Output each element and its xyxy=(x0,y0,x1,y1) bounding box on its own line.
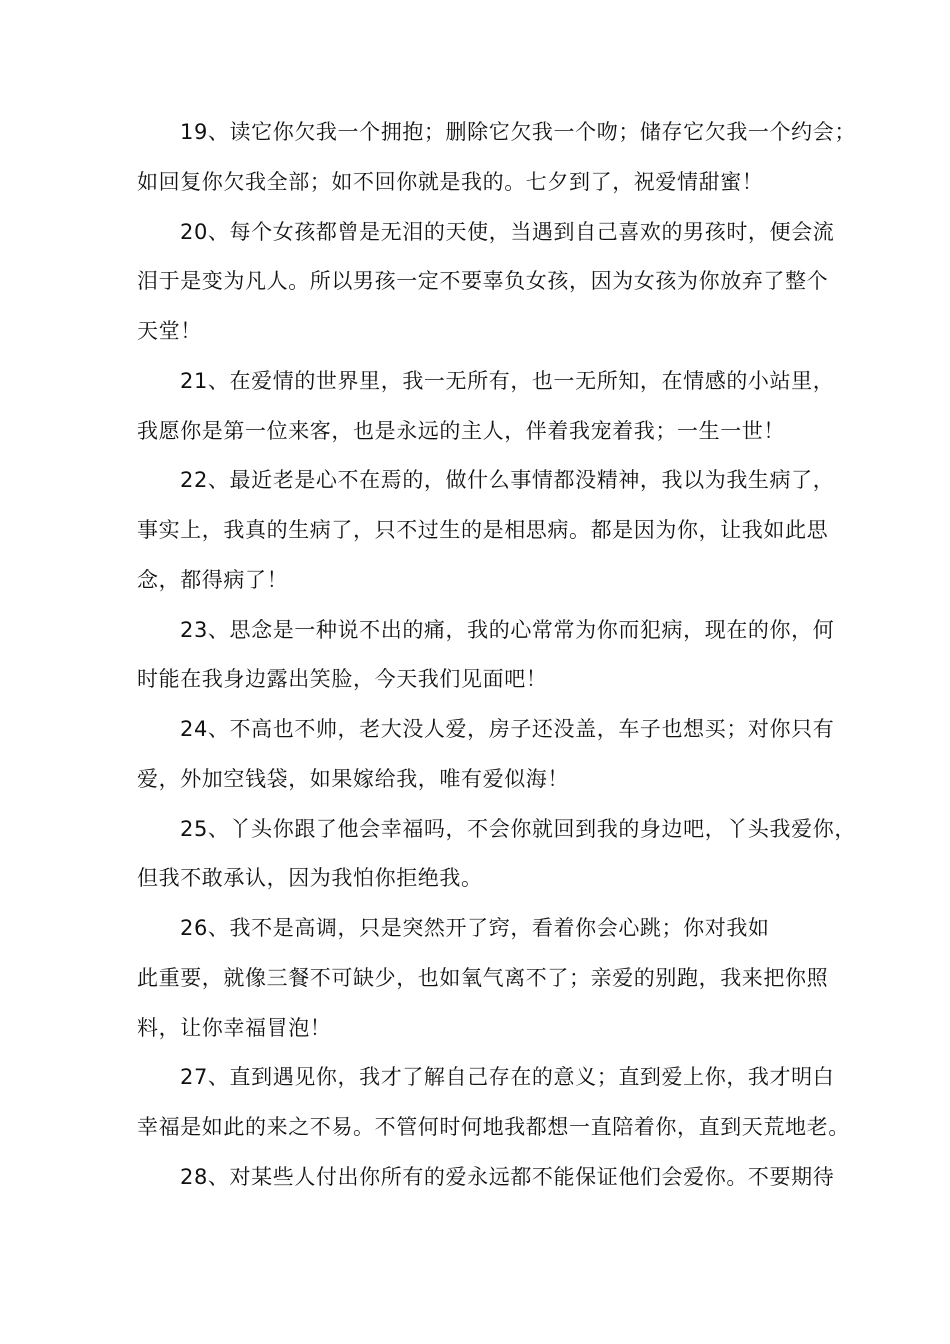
text-line: 我愿你是第一位来客，也是永远的主人，伴着我宠着我；一生一世！ xyxy=(137,419,785,443)
text-line: 但我不敢承认，因为我怕你拒绝我。 xyxy=(137,866,483,890)
text-line: 天堂！ xyxy=(137,319,202,343)
text-line: 时能在我身边露出笑脸，今天我们见面吧！ xyxy=(137,667,548,691)
text-line: 27、直到遇见你，我才了解自己存在的意义；直到爱上你，我才明白 xyxy=(180,1065,835,1089)
text-line: 念，都得病了！ xyxy=(137,568,289,592)
text-line: 21、在爱情的世界里，我一无所有，也一无所知，在情感的小站里， xyxy=(180,369,835,393)
text-line: 如回复你欠我全部；如不回你就是我的。七夕到了，祝爱情甜蜜！ xyxy=(137,170,764,194)
text-line: 爱，外加空钱袋，如果嫁给我，唯有爱似海！ xyxy=(137,767,569,791)
text-line: 25、丫头你跟了他会幸福吗，不会你就回到我的身边吧，丫头我爱你， xyxy=(180,817,856,841)
text-line: 幸福是如此的来之不易。不管何时何地我都想一直陪着你，直到天荒地老。 xyxy=(137,1115,850,1139)
text-line: 24、不高也不帅，老大没人爱，房子还没盖，车子也想买；对你只有 xyxy=(180,717,835,741)
text-line: 事实上，我真的生病了，只不过生的是相思病。都是因为你，让我如此思 xyxy=(137,518,829,542)
text-line: 20、每个女孩都曾是无泪的天使，当遇到自己喜欢的男孩时，便会流 xyxy=(180,220,835,244)
text-line: 料，让你幸福冒泡！ xyxy=(137,1016,332,1040)
text-line: 28、对某些人付出你所有的爱永远都不能保证他们会爱你。不要期待 xyxy=(180,1165,835,1189)
text-line: 23、思念是一种说不出的痛，我的心常常为你而犯病，现在的你，何 xyxy=(180,618,835,642)
text-line: 26、我不是高调，只是突然开了窍，看着你会心跳；你对我如 xyxy=(180,916,770,940)
text-line: 22、最近老是心不在焉的，做什么事情都没精神，我以为我生病了， xyxy=(180,468,835,492)
text-line: 19、读它你欠我一个拥抱；删除它欠我一个吻；储存它欠我一个约会； xyxy=(180,120,856,144)
text-line: 泪于是变为凡人。所以男孩一定不要辜负女孩，因为女孩为你放弃了整个 xyxy=(137,269,829,293)
text-line: 此重要，就像三餐不可缺少，也如氧气离不了；亲爱的别跑，我来把你照 xyxy=(137,966,829,990)
